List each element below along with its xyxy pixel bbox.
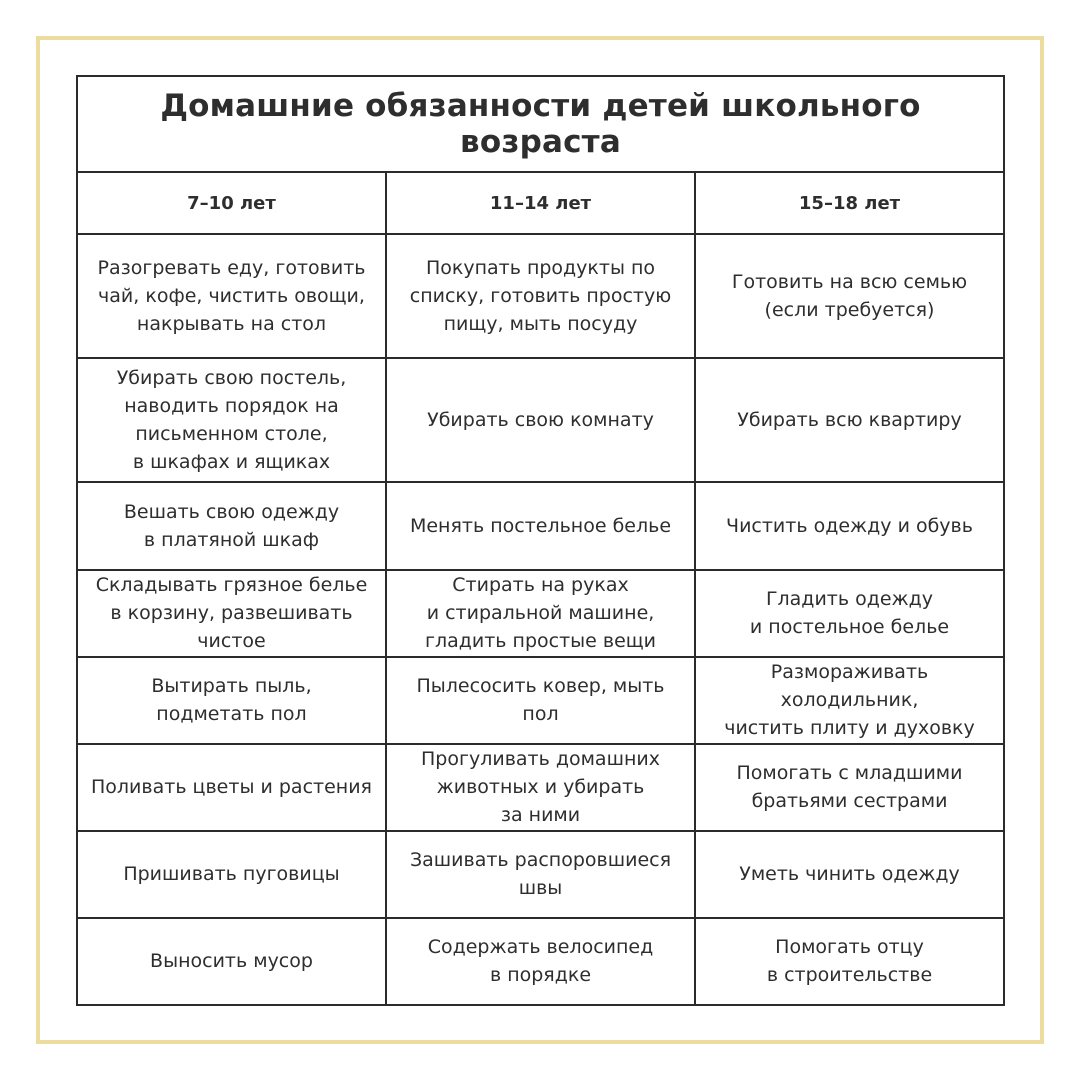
table-cell: Убирать свою комнату — [386, 358, 695, 482]
table-cell: Пылесосить ковер, мыть пол — [386, 657, 695, 744]
table-cell: Прогуливать домашних животных и убирать за ними — [386, 744, 695, 831]
title-row — [77, 76, 1004, 172]
table-cell: Вытирать пыль, подметать пол — [77, 657, 386, 744]
header-row — [77, 172, 1004, 234]
table-cell: Складывать грязное белье в корзину, развешивать чистое — [77, 570, 386, 657]
table-title: Домашние обязанности детей школьного возраста — [77, 76, 1004, 172]
table-row — [77, 358, 1004, 482]
chores-table — [76, 75, 1005, 1006]
column-header-7-10: 7–10 лет — [77, 172, 386, 234]
table-cell: Гладить одежду и постельное белье — [695, 570, 1004, 657]
table-cell: Готовить на всю семью (если требуется) — [695, 234, 1004, 358]
table-row — [77, 657, 1004, 744]
table-cell: Стирать на руках и стиральной машине, гладить простые вещи — [386, 570, 695, 657]
table-row — [77, 831, 1004, 918]
table-cell: Разогревать еду, готовить чай, кофе, чистить овощи, накрывать на стол — [77, 234, 386, 358]
table-cell: Пришивать пуговицы — [77, 831, 386, 918]
table-cell: Убирать свою постель, наводить порядок на письменном столе, в шкафах и ящиках — [77, 358, 386, 482]
table-cell: Уметь чинить одежду — [695, 831, 1004, 918]
table-row — [77, 918, 1004, 1005]
table-row — [77, 234, 1004, 358]
table-cell: Чистить одежду и обувь — [695, 482, 1004, 569]
table-cell: Размораживать холодильник, чистить плиту и духовку — [695, 657, 1004, 744]
table-cell: Помогать отцу в строительстве — [695, 918, 1004, 1005]
table-cell: Убирать всю квартиру — [695, 358, 1004, 482]
column-header-15-18: 15–18 лет — [695, 172, 1004, 234]
table-cell: Покупать продукты по списку, готовить простую пищу, мыть посуду — [386, 234, 695, 358]
table-cell: Помогать с младшими братьями сестрами — [695, 744, 1004, 831]
table-cell: Содержать велосипед в порядке — [386, 918, 695, 1005]
table-cell: Зашивать распоровшиеся швы — [386, 831, 695, 918]
table-cell: Выносить мусор — [77, 918, 386, 1005]
table-row — [77, 744, 1004, 831]
column-header-11-14: 11–14 лет — [386, 172, 695, 234]
table-cell: Менять постельное белье — [386, 482, 695, 569]
table-cell: Вешать свою одежду в платяной шкаф — [77, 482, 386, 569]
table-row — [77, 482, 1004, 569]
table-cell: Поливать цветы и растения — [77, 744, 386, 831]
table-row — [77, 570, 1004, 657]
